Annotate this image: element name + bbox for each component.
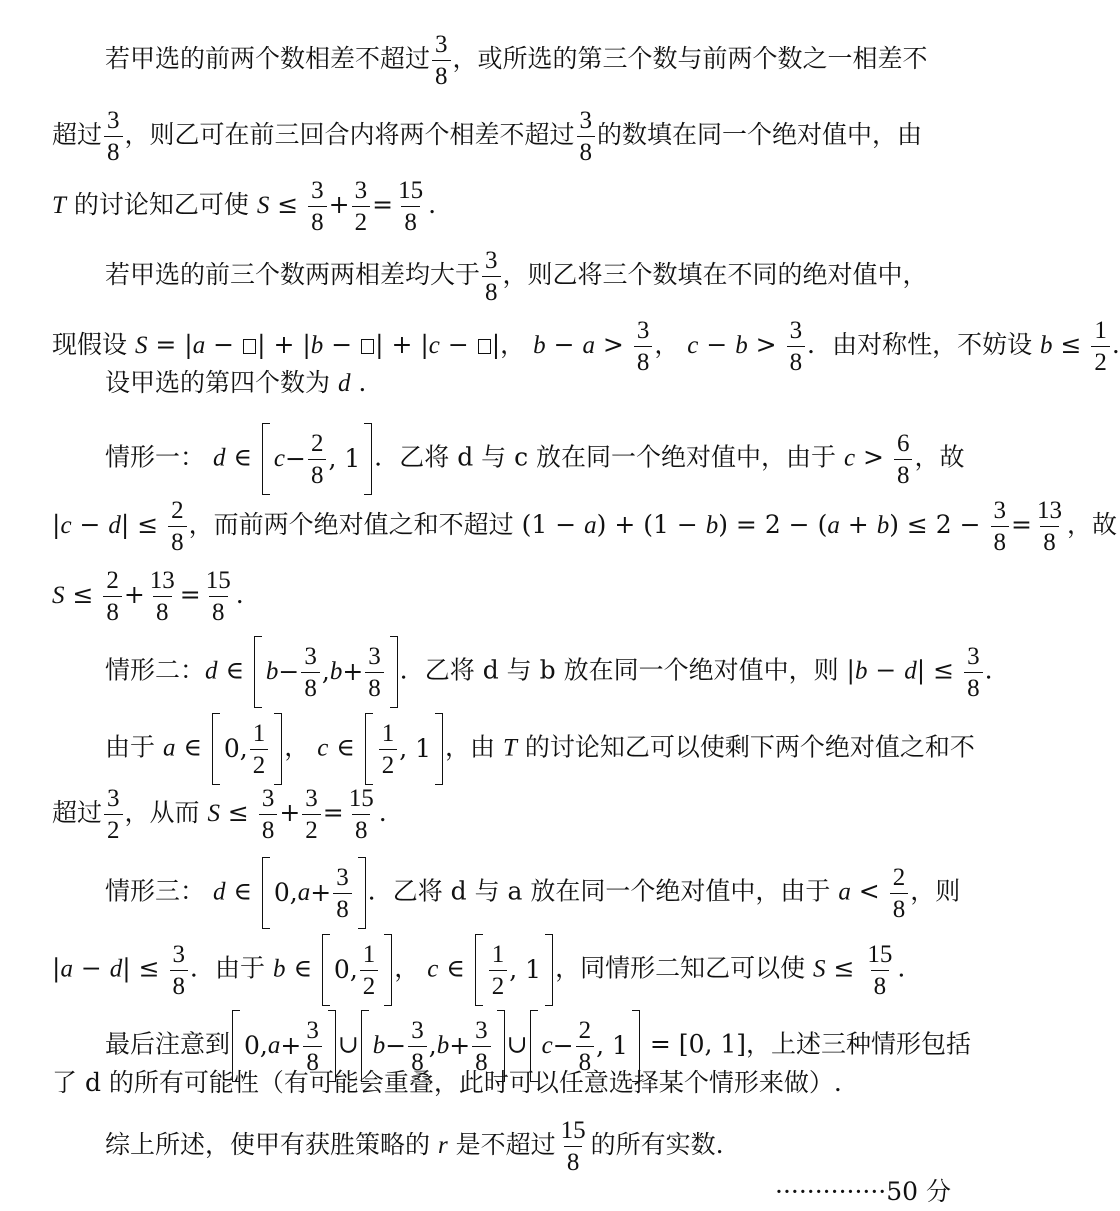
text: ，故 [1066,510,1117,539]
text: ，上述三种情形包括 [746,1029,972,1059]
line-1: 若甲选的前两个数相差不超过 $\frac{3}{8}$ ，或所选的第三个数与前两个数之一相差不 [105,31,928,90]
text: 若甲选的前两个数相差不超过 [105,44,431,73]
text: ．乙将 d 与 b 放在同一个绝对值中，则 [399,655,839,685]
text: 了 d 的所有可能性（有可能会重叠，此时可以任意选择某个情形来做）. [52,1068,842,1097]
text: ，而前两个绝对值之和不超过 [188,510,514,539]
text: 情形一： [105,442,206,472]
final-line-2 [52,1068,842,1098]
conclusion-line: 综上所述，使甲有获胜策略的 r 是不超过 $\frac{15}{8}$ 的所有实数. [105,1117,724,1176]
case-1-line-3: S ≤ $\frac{2}{8}$ + $\frac{13}{8}$ = $\frac{15}{8}$ . [52,567,244,626]
text: ．由对称性，不妨设 [807,330,1033,359]
text: 情形三： [105,876,206,906]
text: ，则乙将三个数填在不同的绝对值中， [502,260,928,289]
line-5: 现假设 S = |a − | + |b − | + |c − |， b − a > $\frac{3}{8}$ ， c − b > $\frac{3}{8}$ ．由对称性，不妨设 b ≤ $\frac{1}{2}$ . [52,317,1120,376]
text: 是不超过 [455,1130,556,1159]
case-3-line-2: |a − d| ≤ $\frac{3}{8}$ ．由于 b ∈ 0, $\frac{1}{2}$ ， c ∈ $\frac{1}{2}$ , 1 ，同情形二知乙可以使 S ≤ $\frac{15}{8}$ . [52,934,905,1006]
text: ．由于 [190,953,266,983]
text: 现假设 [52,330,128,359]
text: ，故 [914,442,965,472]
text: ．乙将 d 与 a 放在同一个绝对值中，由于 [367,876,831,906]
line-2: 超过 $\frac{3}{8}$ ，则乙可在前三回合内将两个相差不超过 $\frac{3}{8}$ 的数填在同一个绝对值中，由 [52,107,923,166]
text: ，从而 [124,798,200,827]
text: 综上所述，使甲有获胜策略的 [105,1130,431,1159]
text: ，由 [445,732,496,762]
line-3: T 的讨论知乙可使 S ≤ $\frac{3}{8}$ + $\frac{3}{2}$ = $\frac{15}{8}$ . [52,177,437,236]
text: 若甲选的前三个数两两相差均大于 [105,260,481,289]
text: ，则 [910,876,961,906]
text: 超过 [52,120,103,149]
case-1-line-2: |c − d| ≤ $\frac{2}{8}$ ，而前两个绝对值之和不超过 (1 − a) + (1 − b) = 2 − (a + b) ≤ 2 − $\frac{3}{8}$ = $\frac{13}{8}$ ，故 [52,497,1117,556]
text: 设甲选的第四个数为 [105,368,331,397]
final-line: 最后注意到 0, a + $\frac{3}{8}$ ∪ b − $\frac{3}{8}$ , b + $\frac{3}{8}$ ∪ c − $\frac{2}{8}$ , 1 = [0, 1]，上述三种情形包括 [105,1010,971,1082]
text: ，同情形二知乙可以使 [555,953,806,983]
text: ．乙将 d 与 c 放在同一个绝对值中，由于 [374,442,837,472]
case-2-line-2: 由于 a ∈ 0, $\frac{1}{2}$ ， c ∈ $\frac{1}{2}$ , 1 ，由 T 的讨论知乙可以使剩下两个绝对值之和不 [105,713,975,785]
case-2-line-3: 超过 $\frac{3}{2}$ ，从而 S ≤ $\frac{3}{8}$ + $\frac{3}{2}$ = $\frac{15}{8}$ . [52,785,387,844]
text: 最后注意到 [105,1029,231,1059]
case-1-line: 情形一： d ∈ c − $\frac{2}{8}$ , 1 ．乙将 d 与 c 放在同一个绝对值中，由于 c > $\frac{6}{8}$ ，故 [105,423,964,495]
case-2-line: 情形二：d ∈ b − $\frac{3}{8}$ , b + $\frac{3}{8}$ ．乙将 d 与 b 放在同一个绝对值中，则 |b − d| ≤ $\frac{3}{8}$ . [105,636,993,708]
text: 的讨论知乙可使 [73,190,249,219]
text: 超过 [52,798,103,827]
text: ，或所选的第三个数与前两个数之一相差不 [452,44,928,73]
text: 的所有实数. [590,1130,724,1159]
case-3-line: 情形三： d ∈ 0, a + $\frac{3}{8}$ ．乙将 d 与 a 放在同一个绝对值中，由于 a < $\frac{2}{8}$ ，则 [105,857,960,929]
line-6: 设甲选的第四个数为 d . [105,368,367,397]
text: 的讨论知乙可以使剩下两个绝对值之和不 [524,732,975,762]
text: 情形二： [105,655,206,685]
line-4: 若甲选的前三个数两两相差均大于 $\frac{3}{8}$ ，则乙将三个数填在不同的绝对值中， [105,247,928,306]
score-marker: ··············50 分 [775,1177,952,1206]
text: 由于 [105,732,156,762]
text: ，则乙可在前三回合内将两个相差不超过 [124,120,575,149]
text: 的数填在同一个绝对值中，由 [597,120,923,149]
